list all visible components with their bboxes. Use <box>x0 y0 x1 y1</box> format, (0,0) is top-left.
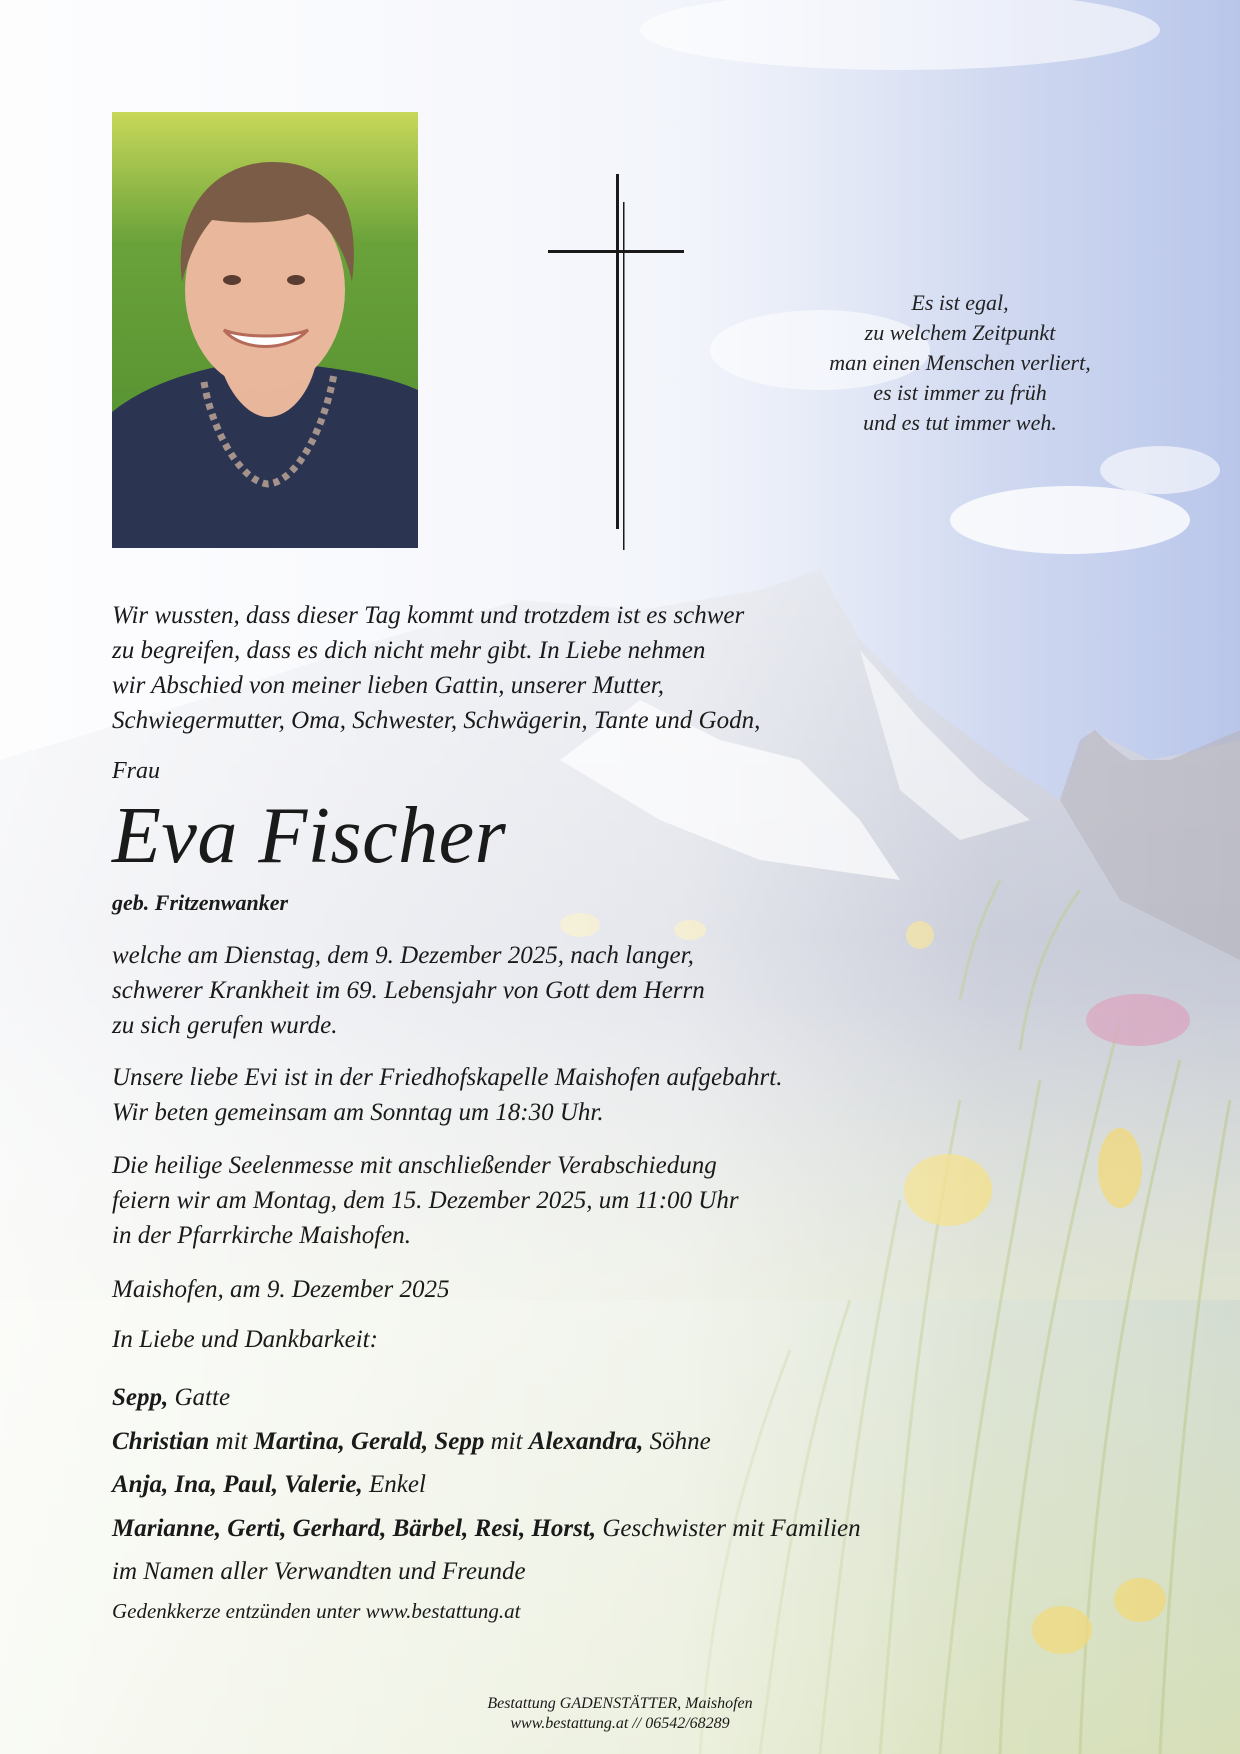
salutation: Frau <box>112 758 160 784</box>
family-row-grandchildren <box>112 1463 861 1507</box>
intro-line: Wir wussten, dass dieser Tag kommt und trotzdem ist es schwer <box>112 602 745 629</box>
quote-line: zu welchem Zeitpunkt <box>864 320 1056 345</box>
family-names: Anja, Ina, Paul, Valerie, <box>112 1471 363 1498</box>
family-row-others: im Namen aller Verwandten und Freunde <box>112 1558 526 1585</box>
viewing-line: Wir beten gemeinsam am Sonntag um 18:30 Uhr. <box>112 1099 604 1126</box>
death-announcement <box>112 938 705 1043</box>
candle-note: Gedenkkerze entzünden unter www.bestattung.at <box>112 1599 521 1623</box>
family-connector: mit <box>209 1427 254 1455</box>
death-line: zu sich gerufen wurde. <box>112 1012 338 1039</box>
family-names: Sepp, <box>112 1384 169 1411</box>
mass-line: Die heilige Seelenmesse mit anschließender Verabschiedung <box>112 1152 717 1179</box>
place-date: Maishofen, am 9. Dezember 2025 <box>112 1276 450 1303</box>
death-line: schwerer Krankheit im 69. Lebensjahr von Gott dem Herrn <box>112 977 705 1004</box>
family-relation: Geschwister mit Familien <box>596 1514 861 1542</box>
viewing-line: Unsere liebe Evi ist in der Friedhofskapelle Maishofen aufgebahrt. <box>112 1064 783 1091</box>
footer-line: Bestattung GADENSTÄTTER, Maishofen <box>487 1695 753 1712</box>
family-connector: mit <box>484 1427 529 1455</box>
cross-icon <box>546 174 688 550</box>
family-row-sons <box>112 1420 861 1464</box>
family-relation: Söhne <box>643 1427 711 1455</box>
family-relation: Gatte <box>168 1384 231 1411</box>
intro-line: zu begreifen, dass es dich nicht mehr gibt. In Liebe nehmen <box>112 637 706 664</box>
family-names: Alexandra, <box>528 1427 644 1455</box>
family-names: Christian <box>112 1427 210 1455</box>
family-row-siblings <box>112 1507 861 1551</box>
mass-line: in der Pfarrkirche Maishofen. <box>112 1222 412 1249</box>
family-relation: Enkel <box>362 1471 426 1498</box>
portrait-photo <box>112 112 418 548</box>
family-names: Martina, Gerald, Sepp <box>253 1427 485 1455</box>
quote-line: und es tut immer weh. <box>863 410 1057 435</box>
quote-line: Es ist egal, <box>911 290 1009 315</box>
memorial-quote <box>760 288 1160 438</box>
birth-name: geb. Fritzenwanker <box>112 890 289 915</box>
death-line: welche am Dienstag, dem 9. Dezember 2025, nach langer, <box>112 942 694 969</box>
intro-line: Schwiegermutter, Oma, Schwester, Schwägerin, Tante und Godn, <box>112 707 761 734</box>
intro-paragraph <box>112 598 760 738</box>
viewing-announcement <box>112 1060 782 1130</box>
quote-line: man einen Menschen verliert, <box>829 350 1091 375</box>
intro-line: wir Abschied von meiner lieben Gattin, unserer Mutter, <box>112 672 665 699</box>
family-names: Marianne, Gerti, Gerhard, Bärbel, Resi, Horst, <box>112 1514 597 1542</box>
funeral-home-footer <box>420 1694 820 1734</box>
quote-line: es ist immer zu früh <box>873 380 1047 405</box>
footer-line: www.bestattung.at // 06542/68289 <box>510 1715 730 1732</box>
family-row-husband <box>112 1376 861 1420</box>
family-list <box>112 1376 861 1594</box>
deceased-name: Eva Fischer <box>112 792 507 880</box>
mass-line: feiern wir am Montag, dem 15. Dezember 2025, um 11:00 Uhr <box>112 1187 739 1214</box>
mass-announcement <box>112 1148 739 1253</box>
gratitude-line: In Liebe und Dankbarkeit: <box>112 1326 378 1353</box>
